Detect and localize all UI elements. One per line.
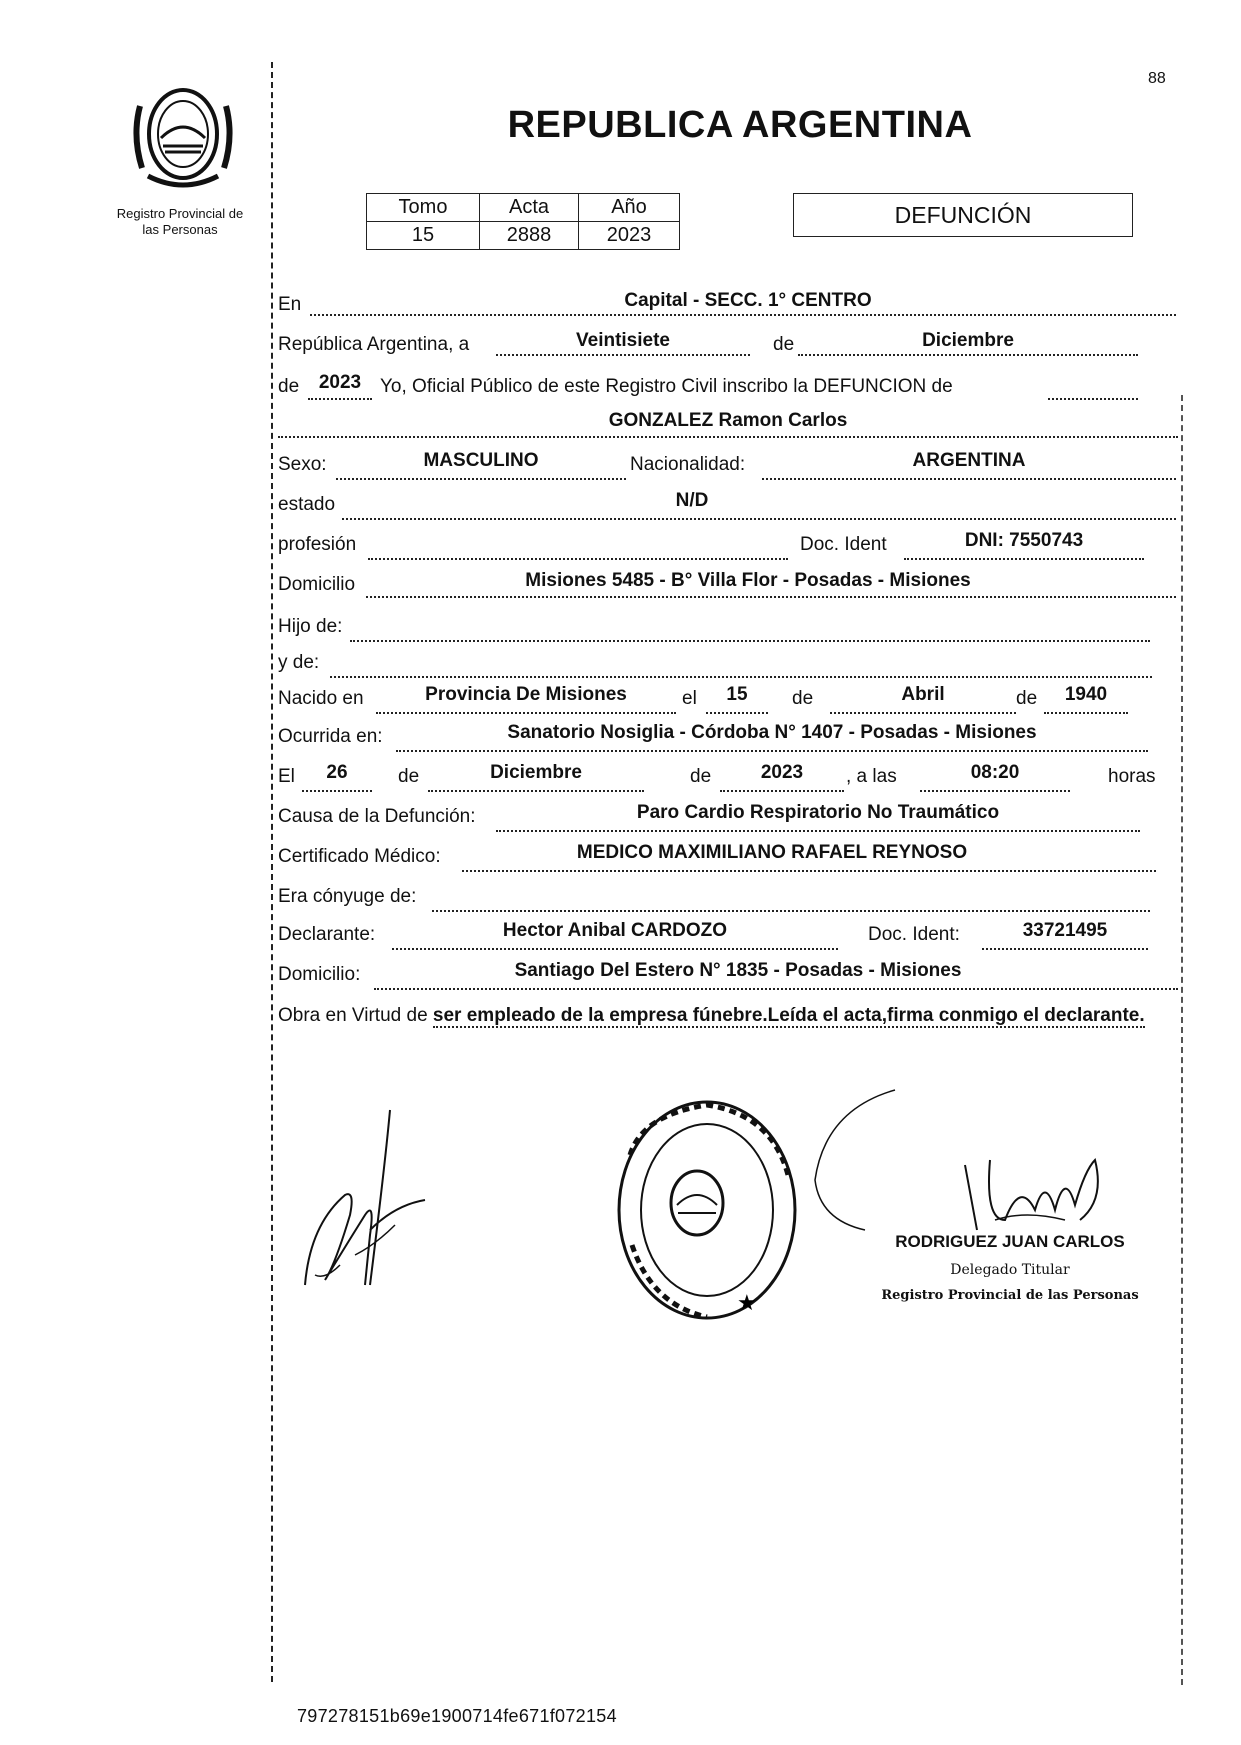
row-nacimiento: Nacido en Provincia De Misiones el 15 de Abril de 1940 <box>278 684 1178 714</box>
official-signature <box>805 1070 1135 1245</box>
record-table <box>366 193 680 250</box>
official-office: Registro Provincial de las Personas <box>881 1288 1139 1303</box>
day-value: Veintisiete <box>576 330 670 351</box>
row-profesion: profesión Doc. Ident DNI: 7550743 <box>278 530 1178 560</box>
official-name: RODRIGUEZ JUAN CARLOS <box>895 1232 1125 1251</box>
month-value: Diciembre <box>922 330 1014 351</box>
row-ocurrida: Ocurrida en: Sanatorio Nosiglia - Córdoba N° 1407 - Posadas - Misiones <box>278 722 1178 752</box>
record-value-tomo: 15 <box>367 222 480 250</box>
birth-month-value: Abril <box>901 684 945 705</box>
row-domicilio-declarante: Domicilio: Santiago Del Estero N° 1835 - Posadas - Misiones <box>278 960 1178 990</box>
birth-day-value: 15 <box>726 684 748 705</box>
right-margin-line <box>1181 395 1183 1685</box>
declarant-signature <box>295 1105 435 1295</box>
row-hijo-de: Hijo de: <box>278 612 1178 642</box>
province-seal-logo <box>128 76 238 194</box>
nationality-value: ARGENTINA <box>912 450 1026 471</box>
death-year-value: 2023 <box>760 762 804 783</box>
row-domicilio: Domicilio Misiones 5485 - B° Villa Flor - Posadas - Misiones <box>278 570 1178 600</box>
row-fecha-inscripcion: República Argentina, a Veintisiete de Diciembre <box>278 330 1178 360</box>
left-margin-line <box>271 62 273 1682</box>
sex-value: MASCULINO <box>423 450 539 471</box>
row-nombre <box>278 410 1178 440</box>
doc-ident-value: DNI: 7550743 <box>964 530 1084 551</box>
civil-status-value: N/D <box>675 490 709 511</box>
record-value-anio: 2023 <box>579 222 680 250</box>
row-en: En Capital - SECC. 1° CENTRO <box>278 290 1178 320</box>
deceased-name: GONZALEZ Ramon Carlos <box>608 410 848 431</box>
page-title: REPUBLICA ARGENTINA <box>507 104 973 146</box>
death-month-value: Diciembre <box>490 762 582 783</box>
row-sexo: Sexo: MASCULINO Nacionalidad: ARGENTINA <box>278 450 1178 480</box>
obra-value: ser empleado de la empresa fúnebre.Leída el acta,firma conmigo el declarante. <box>432 1005 1145 1026</box>
row-anio-inscribo: de 2023 Yo, Oficial Público de este Registro Civil inscribo la DEFUNCION de <box>278 372 1178 402</box>
official-stamp <box>612 1095 802 1325</box>
death-day-value: 26 <box>326 762 348 783</box>
declarant-address-value: Santiago Del Estero N° 1835 - Posadas - Misiones <box>514 960 962 981</box>
record-header-tomo: Tomo <box>367 194 480 222</box>
row-estado: estado N/D <box>278 490 1178 520</box>
record-header-anio: Año <box>579 194 680 222</box>
death-place-value: Sanatorio Nosiglia - Córdoba N° 1407 - Posadas - Misiones <box>507 722 1037 743</box>
record-value-acta: 2888 <box>480 222 579 250</box>
document-hash: 797278151b69e1900714fe671f072154 <box>297 1706 617 1726</box>
cause-value: Paro Cardio Respiratorio No Traumático <box>636 802 1000 823</box>
place-value: Capital - SECC. 1° CENTRO <box>624 290 872 311</box>
row-fecha-defuncion: El 26 de Diciembre de 2023 , a las 08:20 horas <box>278 762 1178 792</box>
row-obra-en-virtud: Obra en Virtud de ser empleado de la empresa fúnebre.Leída el acta,firma conmigo el declarante. <box>278 1005 1145 1026</box>
declarant-doc-value: 33721495 <box>1022 920 1108 941</box>
birth-place-value: Provincia De Misiones <box>425 684 627 705</box>
row-declarante: Declarante: Hector Anibal CARDOZO Doc. Ident: 33721495 <box>278 920 1178 950</box>
death-time-value: 08:20 <box>970 762 1020 783</box>
address-value: Misiones 5485 - B° Villa Flor - Posadas - Misiones <box>525 570 971 591</box>
certifying-doctor-value: MEDICO MAXIMILIANO RAFAEL REYNOSO <box>576 842 968 863</box>
row-conyuge: Era cónyuge de: <box>278 882 1178 912</box>
year-value: 2023 <box>318 372 362 393</box>
star-icon: ★ <box>737 1291 757 1316</box>
row-causa: Causa de la Defunción: Paro Cardio Respiratorio No Traumático <box>278 802 1178 832</box>
row-y-de: y de: <box>278 648 1178 678</box>
record-header-acta: Acta <box>480 194 579 222</box>
row-certificado: Certificado Médico: MEDICO MAXIMILIANO RAFAEL REYNOSO <box>278 842 1178 872</box>
birth-year-value: 1940 <box>1064 684 1108 705</box>
declarant-name-value: Hector Anibal CARDOZO <box>502 920 728 941</box>
page-number: 88 <box>1148 70 1166 87</box>
record-type: DEFUNCIÓN <box>793 193 1133 237</box>
logo-caption: Registro Provincial de las Personas <box>116 206 244 237</box>
official-title: Delegado Titular <box>950 1262 1070 1278</box>
